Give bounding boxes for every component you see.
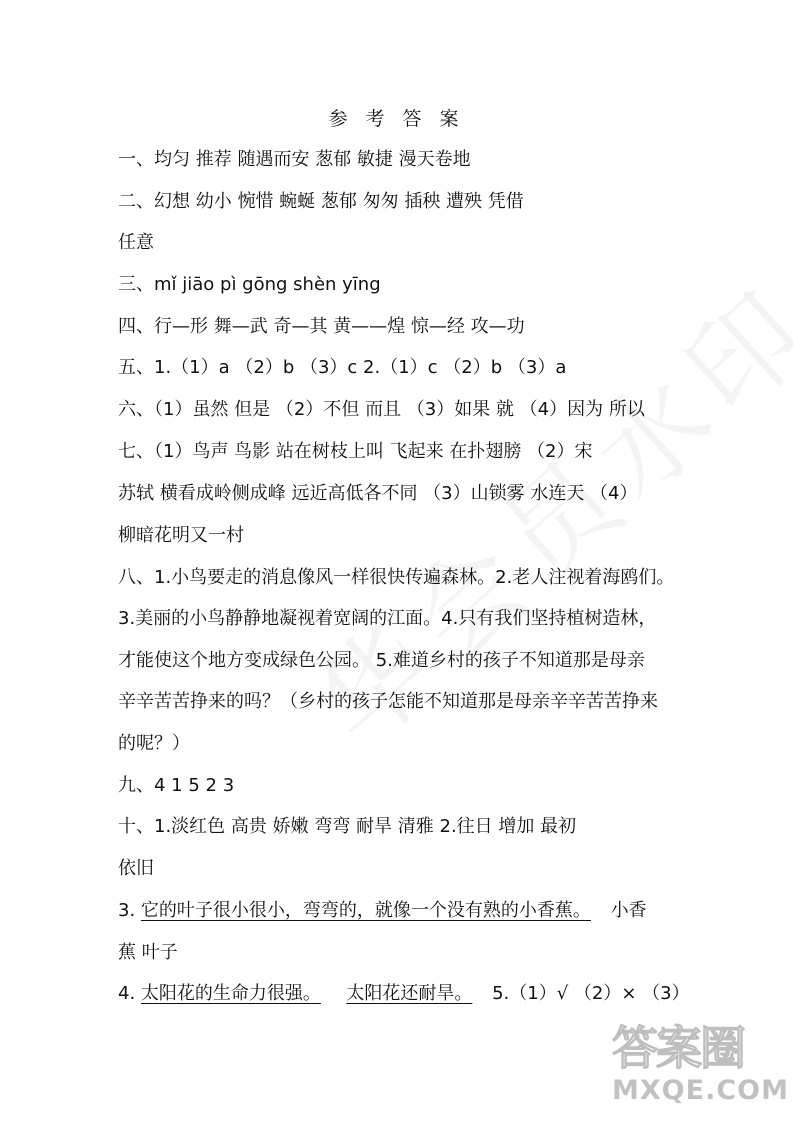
answer-line: 的呢？）: [118, 733, 190, 754]
site-logo: [612, 1021, 789, 1116]
answer-line: 四、行—形 舞—武 奇—其 黄——煌 惊—经 攻—功: [118, 316, 525, 337]
answer-line: 任意: [118, 232, 154, 253]
answer-line: 三、mǐ jiāo pì gōng shèn yīng: [118, 274, 381, 295]
answer-line: 辛辛苦苦挣来的吗？（乡村的孩子怎能不知道那是母亲辛辛苦苦挣来: [118, 691, 658, 712]
answer-line-underlined: [118, 981, 693, 1007]
line-prefix: 3.: [118, 900, 141, 921]
line-prefix: 4.: [118, 983, 141, 1004]
answer-line: 六、（1）虽然 但是 （2）不但 而且 （3）如果 就 （4）因为 所以: [118, 399, 645, 420]
answer-line: 五、1.（1）a （2）b （3）c 2.（1）c （2）b （3）a: [118, 357, 567, 378]
underlined-answer: 它的叶子很小很小，弯弯的，就像一个没有熟的小香蕉。: [140, 900, 591, 921]
answer-line: 一、均匀 推荐 随遇而安 葱郁 敏捷 漫天卷地: [118, 149, 471, 170]
answer-line: 才能使这个地方变成绿色公园。 5.难道乡村的孩子不知道那是母亲: [118, 650, 645, 671]
answer-line: 二、幻想 幼小 惋惜 蜿蜒 葱郁 匆匆 插秧 遭殃 凭借: [118, 191, 524, 212]
answer-line: 苏轼 横看成岭侧成峰 远近高低各不同 （3）山锁雾 水连天 （4）: [118, 483, 638, 504]
answer-line: 依旧: [118, 858, 154, 879]
underlined-answer: 太阳花还耐旱。: [346, 983, 473, 1004]
answer-line: 十、1.淡红色 高贵 娇嫩 弯弯 耐旱 清雅 2.往日 增加 最初: [118, 816, 577, 837]
answer-line: 九、4 1 5 2 3: [118, 775, 235, 796]
answer-line: 3.美丽的小鸟静静地凝视着宽阔的江面。4.只有我们坚持植树造林，: [118, 608, 657, 629]
answer-line: 蕉 叶子: [118, 942, 178, 963]
answer-line: 七、（1）鸟声 鸟影 站在树枝上叫 飞起来 在扑翅膀 （2）宋: [118, 441, 593, 462]
answer-line: 八、1.小鸟要走的消息像风一样很快传遍森林。2.老人注视着海鸥们。: [118, 567, 675, 588]
answer-line: 柳暗花明又一村: [118, 525, 244, 546]
line-suffix: 小香: [604, 900, 647, 921]
line-suffix: 5.（1）√ （2）× （3）: [486, 983, 690, 1004]
logo-url: MXQE.COM: [612, 1075, 789, 1106]
answer-line-underlined: [118, 898, 693, 924]
underlined-answer: 太阳花的生命力很强。: [140, 983, 321, 1004]
logo-text: 答案圈: [612, 1021, 744, 1075]
page-title: 参 考 答 案: [328, 108, 465, 130]
